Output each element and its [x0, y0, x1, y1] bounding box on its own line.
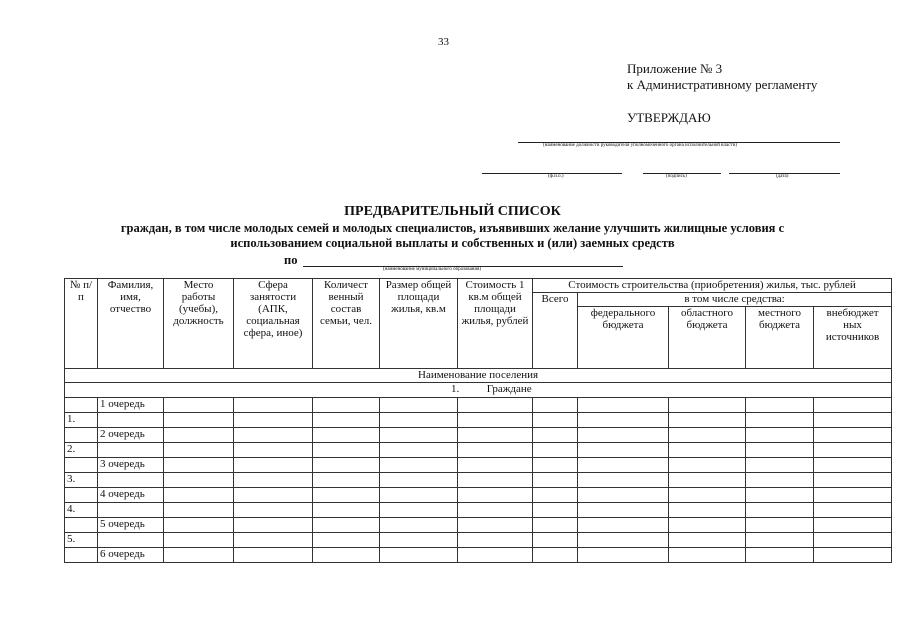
empty-cell: [458, 413, 533, 428]
date-caption: (дата): [776, 174, 789, 179]
header-local: местного бюджета: [746, 307, 814, 369]
page-number: 33: [438, 36, 449, 48]
empty-cell: [313, 428, 380, 443]
empty-cell: [234, 503, 313, 518]
doc-title: ПРЕДВАРИТЕЛЬНЫЙ СПИСОК: [344, 204, 561, 219]
signature-caption: (подпись): [666, 174, 687, 179]
row-num-cell: [65, 548, 98, 563]
empty-cell: [164, 428, 234, 443]
empty-cell: [164, 533, 234, 548]
empty-cell: [533, 413, 578, 428]
empty-cell: [458, 503, 533, 518]
empty-cell: [313, 398, 380, 413]
section-number: 1.: [451, 383, 460, 395]
empty-cell: [458, 398, 533, 413]
empty-cell: [313, 518, 380, 533]
table-row: [65, 533, 892, 548]
empty-cell: [234, 458, 313, 473]
municipality-caption: (наименование муниципального образования): [383, 267, 482, 272]
row-name-cell: 2 очередь: [98, 428, 164, 443]
table-row: [65, 443, 892, 458]
empty-cell: [578, 443, 669, 458]
row-name-cell: [98, 413, 164, 428]
empty-cell: [669, 503, 746, 518]
header-family: Количест венный состав семьи, чел.: [313, 279, 380, 369]
table-row: [65, 413, 892, 428]
empty-cell: [669, 443, 746, 458]
empty-cell: [746, 503, 814, 518]
empty-cell: [458, 518, 533, 533]
empty-cell: [746, 548, 814, 563]
empty-cell: [814, 533, 892, 548]
row-num-cell: 1.: [65, 413, 98, 428]
table-row: [65, 473, 892, 488]
empty-cell: [669, 473, 746, 488]
empty-cell: [578, 428, 669, 443]
empty-cell: [746, 458, 814, 473]
empty-cell: [458, 488, 533, 503]
empty-cell: [313, 533, 380, 548]
empty-cell: [746, 428, 814, 443]
empty-cell: [533, 503, 578, 518]
empty-cell: [578, 518, 669, 533]
empty-cell: [234, 413, 313, 428]
empty-cell: [458, 443, 533, 458]
empty-cell: [746, 488, 814, 503]
row-num-cell: [65, 518, 98, 533]
empty-cell: [458, 533, 533, 548]
empty-cell: [164, 488, 234, 503]
empty-cell: [164, 518, 234, 533]
empty-cell: [458, 548, 533, 563]
table-row: [65, 518, 892, 533]
row-name-cell: [98, 443, 164, 458]
empty-cell: [380, 503, 458, 518]
empty-cell: [746, 398, 814, 413]
empty-cell: [234, 548, 313, 563]
empty-cell: [533, 518, 578, 533]
section-label: Граждане: [486, 383, 532, 395]
empty-cell: [313, 548, 380, 563]
approve-label: УТВЕРЖДАЮ: [627, 110, 711, 125]
empty-cell: [578, 473, 669, 488]
empty-cell: [380, 473, 458, 488]
empty-cell: [458, 458, 533, 473]
header-including: в том числе средства:: [578, 293, 892, 307]
empty-cell: [313, 488, 380, 503]
header-federal: федерального бюджета: [578, 307, 669, 369]
empty-cell: [746, 533, 814, 548]
empty-cell: [533, 548, 578, 563]
empty-cell: [533, 458, 578, 473]
empty-cell: [814, 548, 892, 563]
header-cost-group: Стоимость строительства (приобретения) жилья, тыс. рублей: [533, 279, 892, 293]
empty-cell: [533, 428, 578, 443]
fio-caption: (ф.и.о.): [548, 174, 564, 179]
row-num-cell: 4.: [65, 503, 98, 518]
empty-cell: [380, 533, 458, 548]
empty-cell: [814, 473, 892, 488]
row-name-cell: 1 очередь: [98, 398, 164, 413]
settlement-row: Наименование поселения: [65, 369, 892, 383]
empty-cell: [380, 398, 458, 413]
empty-cell: [234, 518, 313, 533]
section-row: [65, 383, 892, 398]
empty-cell: [578, 503, 669, 518]
header-total: Всего: [533, 293, 578, 369]
empty-cell: [380, 443, 458, 458]
empty-cell: [164, 503, 234, 518]
empty-cell: [313, 458, 380, 473]
empty-cell: [313, 443, 380, 458]
empty-cell: [380, 413, 458, 428]
header-num: № п/п: [65, 279, 98, 369]
row-name-cell: [98, 503, 164, 518]
empty-cell: [164, 458, 234, 473]
row-name-cell: 6 очередь: [98, 548, 164, 563]
appendix-line2: к Административному регламенту: [627, 77, 818, 92]
empty-cell: [746, 473, 814, 488]
row-num-cell: 5.: [65, 533, 98, 548]
empty-cell: [746, 413, 814, 428]
empty-cell: [234, 398, 313, 413]
empty-cell: [578, 413, 669, 428]
empty-cell: [380, 488, 458, 503]
header-workplace: Место работы (учебы), должность: [164, 279, 234, 369]
header-name: Фамилия, имя, отчество: [98, 279, 164, 369]
applicants-table: [64, 278, 892, 563]
empty-cell: [380, 518, 458, 533]
header-cost-sqm: Стоимость 1 кв.м общей площади жилья, рублей: [458, 279, 533, 369]
empty-cell: [380, 428, 458, 443]
header-area: Размер общей площади жилья, кв.м: [380, 279, 458, 369]
empty-cell: [234, 533, 313, 548]
empty-cell: [669, 518, 746, 533]
empty-cell: [380, 458, 458, 473]
row-name-cell: [98, 473, 164, 488]
empty-cell: [533, 473, 578, 488]
empty-cell: [814, 503, 892, 518]
empty-cell: [746, 518, 814, 533]
empty-cell: [814, 398, 892, 413]
table-row: [65, 503, 892, 518]
empty-cell: [164, 413, 234, 428]
row-name-cell: 4 очередь: [98, 488, 164, 503]
empty-cell: [814, 443, 892, 458]
empty-cell: [578, 458, 669, 473]
header-extrabudget: внебюджет ных источников: [814, 307, 892, 369]
row-num-cell: [65, 398, 98, 413]
empty-cell: [669, 548, 746, 563]
row-name-cell: [98, 533, 164, 548]
empty-cell: [533, 488, 578, 503]
empty-cell: [669, 398, 746, 413]
empty-cell: [669, 458, 746, 473]
row-num-cell: [65, 428, 98, 443]
empty-cell: [380, 548, 458, 563]
table-row: [65, 398, 892, 413]
row-name-cell: 5 очередь: [98, 518, 164, 533]
table-row: [65, 548, 892, 563]
empty-cell: [234, 488, 313, 503]
empty-cell: [578, 398, 669, 413]
empty-cell: [533, 398, 578, 413]
empty-cell: [669, 533, 746, 548]
empty-cell: [746, 443, 814, 458]
table-row: [65, 488, 892, 503]
empty-cell: [814, 518, 892, 533]
table-row: [65, 428, 892, 443]
empty-cell: [164, 548, 234, 563]
doc-subtitle-line2: граждан, в том числе молодых семей и молодых специалистов, изъявивших желание улучшить жилищные условия с: [120, 221, 785, 235]
empty-cell: [578, 488, 669, 503]
empty-cell: [234, 428, 313, 443]
empty-cell: [578, 533, 669, 548]
empty-cell: [814, 488, 892, 503]
row-num-cell: [65, 488, 98, 503]
row-num-cell: 3.: [65, 473, 98, 488]
empty-cell: [313, 503, 380, 518]
empty-cell: [814, 458, 892, 473]
empty-cell: [533, 443, 578, 458]
po-label: по: [284, 253, 298, 267]
empty-cell: [313, 413, 380, 428]
row-name-cell: 3 очередь: [98, 458, 164, 473]
empty-cell: [814, 428, 892, 443]
row-num-cell: [65, 458, 98, 473]
empty-cell: [164, 443, 234, 458]
header-regional: областного бюджета: [669, 307, 746, 369]
empty-cell: [669, 413, 746, 428]
empty-cell: [669, 488, 746, 503]
header-sphere: Сфера занятости (АПК, социальная сфера, иное): [234, 279, 313, 369]
table-row: [65, 458, 892, 473]
empty-cell: [669, 428, 746, 443]
row-num-cell: 2.: [65, 443, 98, 458]
empty-cell: [164, 398, 234, 413]
empty-cell: [164, 473, 234, 488]
empty-cell: [533, 533, 578, 548]
doc-subtitle-line3: использованием социальной выплаты и собственных и (или) заемных средств: [230, 236, 675, 250]
empty-cell: [458, 473, 533, 488]
empty-cell: [234, 443, 313, 458]
position-caption: (наименование должности руководителя уполномоченного органа исполнительной власти): [543, 143, 737, 148]
appendix-line1: Приложение № 3: [627, 61, 723, 76]
empty-cell: [234, 473, 313, 488]
empty-cell: [458, 428, 533, 443]
empty-cell: [814, 413, 892, 428]
empty-cell: [578, 548, 669, 563]
empty-cell: [313, 473, 380, 488]
